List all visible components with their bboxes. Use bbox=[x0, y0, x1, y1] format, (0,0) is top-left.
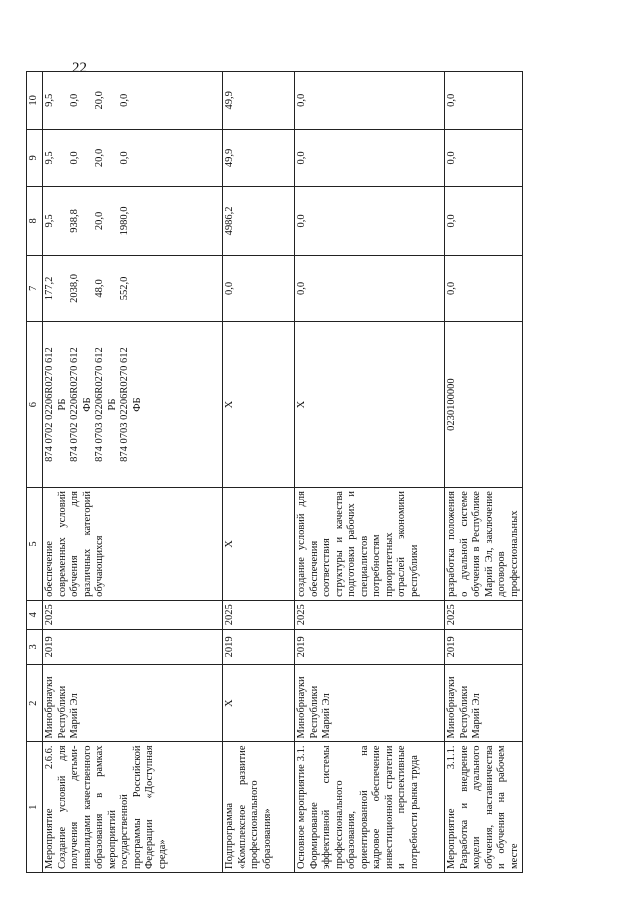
cell-executor: Минобрнауки Республики Марий Эл bbox=[445, 665, 523, 742]
code-line: 874 0702 02206R0270 612 bbox=[69, 347, 80, 462]
cell-end-year: 2025 bbox=[295, 600, 445, 629]
value: 177,2 bbox=[44, 276, 55, 301]
header-cell: 2 bbox=[27, 665, 43, 742]
value: 0,0 bbox=[69, 93, 80, 107]
cell-value: 0,0 bbox=[223, 255, 295, 321]
value: 0,0 bbox=[119, 151, 130, 165]
value: 9,5 bbox=[44, 93, 55, 107]
cell-value: 49,9 bbox=[223, 72, 295, 130]
code-line: РБ bbox=[106, 398, 118, 411]
header-cell: 9 bbox=[27, 129, 43, 187]
value: 9,5 bbox=[44, 214, 55, 228]
cell-values-col8 bbox=[43, 187, 223, 256]
code-line: ФБ bbox=[131, 397, 143, 412]
cell-value: 0,0 bbox=[445, 255, 523, 321]
cell-start-year: 2019 bbox=[445, 629, 523, 664]
cell-result: обеспечение современных условий обучения для различных категорий обучающихся bbox=[43, 488, 223, 601]
header-cell: 5 bbox=[27, 488, 43, 601]
cell-result: разработка положения о дуальной системе обучения в Республике Марий Эл, заключение договоров профессиональных bbox=[445, 488, 523, 601]
code-line: ФБ bbox=[81, 397, 93, 412]
header-cell: 3 bbox=[27, 629, 43, 664]
budget-table bbox=[26, 71, 523, 873]
code-line: 874 0703 02206R0270 612 bbox=[94, 347, 105, 462]
cell-start-year: 2019 bbox=[43, 629, 223, 664]
page-number: 22 bbox=[72, 60, 87, 76]
code-line: 874 0702 02206R0270 612 bbox=[44, 347, 55, 462]
cell-start-year: 2019 bbox=[223, 629, 295, 664]
cell-end-year: 2025 bbox=[445, 600, 523, 629]
cell-executor: Минобрнауки Республики Марий Эл bbox=[43, 665, 223, 742]
code-line: РБ bbox=[56, 398, 68, 411]
table-row bbox=[445, 72, 523, 873]
cell-executor: Х bbox=[223, 665, 295, 742]
cell-value: 0,0 bbox=[295, 255, 445, 321]
value: 2038,0 bbox=[69, 273, 80, 303]
cell-value: 0,0 bbox=[445, 72, 523, 130]
value: 9,5 bbox=[44, 151, 55, 165]
cell-value: 0,0 bbox=[445, 187, 523, 256]
value: 552,0 bbox=[119, 276, 130, 301]
value: 938,8 bbox=[69, 209, 80, 233]
header-cell: 4 bbox=[27, 600, 43, 629]
value: 20,0 bbox=[94, 211, 105, 231]
cell-end-year: 2025 bbox=[43, 600, 223, 629]
cell-budget-codes: Х bbox=[223, 322, 295, 488]
cell-value: 0,0 bbox=[295, 72, 445, 130]
table-row bbox=[295, 72, 445, 873]
header-cell: 10 bbox=[27, 72, 43, 130]
cell-values-col7 bbox=[43, 255, 223, 321]
rotated-table-container bbox=[26, 71, 608, 873]
header-row bbox=[27, 72, 43, 873]
cell-end-year: 2025 bbox=[223, 600, 295, 629]
value: 20,0 bbox=[94, 148, 105, 168]
value: 20,0 bbox=[94, 91, 105, 110]
cell-description: Подпрограмма «Комплексное развитие профессионального образования» bbox=[223, 742, 295, 873]
cell-value: 0,0 bbox=[445, 129, 523, 187]
cell-budget-codes: Х bbox=[295, 322, 445, 488]
header-cell: 8 bbox=[27, 187, 43, 256]
cell-value: 4986,2 bbox=[223, 187, 295, 256]
cell-result: Х bbox=[223, 488, 295, 601]
cell-value: 0,0 bbox=[295, 129, 445, 187]
header-cell: 7 bbox=[27, 255, 43, 321]
code-line: 874 0703 02206R0270 612 bbox=[119, 347, 130, 462]
value: 0,0 bbox=[119, 93, 130, 107]
header-cell: 6 bbox=[27, 322, 43, 488]
cell-start-year: 2019 bbox=[295, 629, 445, 664]
cell-values-col9 bbox=[43, 129, 223, 187]
value: 48,0 bbox=[94, 279, 105, 298]
cell-budget-codes bbox=[43, 322, 223, 488]
cell-description: Мероприятие 3.1.1. Разработка и внедрение модели дуального обучения, наставничества и обучения на рабочем месте bbox=[445, 742, 523, 873]
cell-result: создание условий для обеспечения соответствия структуры и качества подготовки рабочих и специалистов потребностям приоритетных отраслей экономики республики bbox=[295, 488, 445, 601]
table-row bbox=[43, 72, 223, 873]
value: 1980,0 bbox=[119, 206, 130, 236]
cell-values-col10 bbox=[43, 72, 223, 130]
cell-value: 0,0 bbox=[295, 187, 445, 256]
table-row bbox=[223, 72, 295, 873]
cell-description: Мероприятие 2.6.6. Создание условий для получения детьми-инвалидами качественного образования в рамках мероприятий государственной программы Российской Федерации «Доступная среда» bbox=[43, 742, 223, 873]
header-cell: 1 bbox=[27, 742, 43, 873]
cell-budget-codes: 0230100000 bbox=[445, 322, 523, 488]
cell-value: 49,9 bbox=[223, 129, 295, 187]
cell-description: Основное мероприятие 3.1. Формирование эффективной системы профессионального образования, ориентированной на кадровое обеспечение инвестиционной стратегии и перспективные потребности рынка труда bbox=[295, 742, 445, 873]
cell-executor: Минобрнауки Республики Марий Эл bbox=[295, 665, 445, 742]
value: 0,0 bbox=[69, 151, 80, 165]
